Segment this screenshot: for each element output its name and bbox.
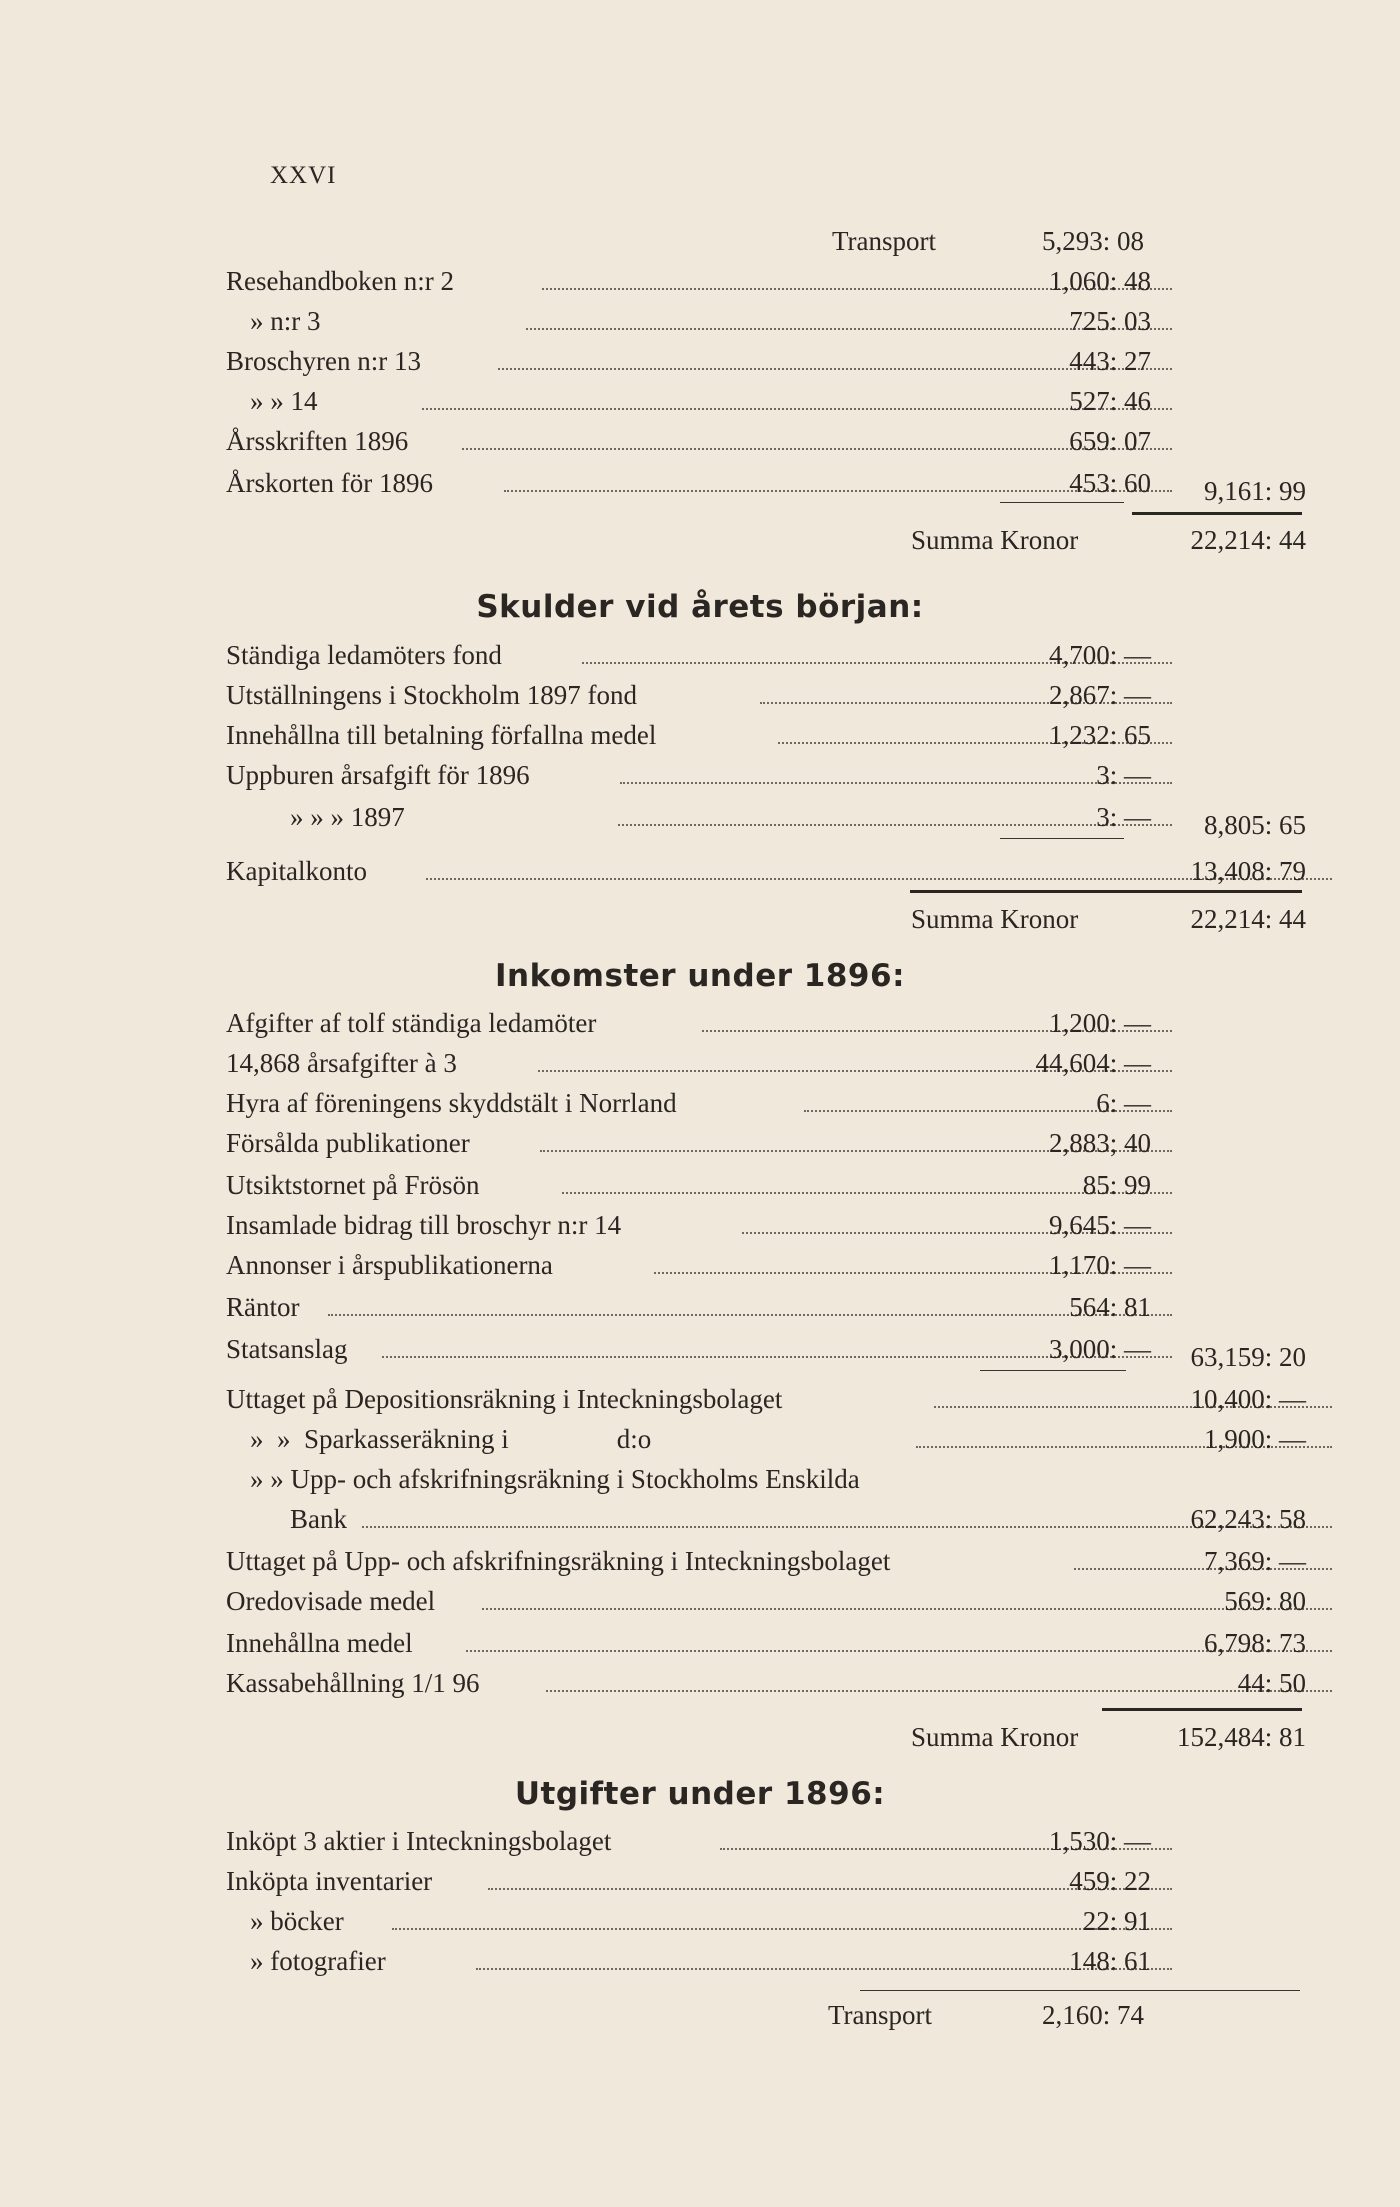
dot-leader xyxy=(392,1928,1172,1930)
ledger-row xyxy=(226,1628,1306,1668)
dot-leader xyxy=(466,1650,1332,1652)
row-label: Årsskriften 1896 xyxy=(226,426,409,456)
row-amount: 1,170: — xyxy=(1048,1250,1151,1280)
row-total: 152,484: 81 xyxy=(1176,1722,1306,1752)
ledger-row xyxy=(226,802,1306,842)
ledger-row xyxy=(226,346,1306,386)
row-amount: 6: — xyxy=(1096,1088,1151,1118)
ledger-row xyxy=(226,640,1306,680)
row-label: Oredovisade medel xyxy=(226,1586,436,1616)
row-label: Summa Kronor xyxy=(911,525,1079,555)
ledger-row xyxy=(226,1424,1306,1464)
ledger-row xyxy=(226,1946,1306,1986)
underline xyxy=(860,1990,1300,1991)
row-subtotal: 8,805: 65 xyxy=(1203,810,1306,840)
row-label: Transport xyxy=(832,226,937,256)
row-amount: 9,645: — xyxy=(1048,1210,1151,1240)
row-label: Summa Kronor xyxy=(911,904,1079,934)
row-label: » fotografier xyxy=(250,1946,386,1976)
ledger-row xyxy=(226,266,1306,306)
row-amount: 2,867: — xyxy=(1048,680,1151,710)
ledger-row-summa xyxy=(226,1722,1306,1762)
row-amount: 44,604: — xyxy=(1035,1048,1151,1078)
ledger-row xyxy=(226,1464,1306,1504)
row-amount: 725: 03 xyxy=(1069,306,1151,336)
row-amount: 85: 99 xyxy=(1082,1170,1151,1200)
row-label: » » 14 xyxy=(250,386,318,416)
row-amount: 1,200: — xyxy=(1048,1008,1151,1038)
ledger-row-summa xyxy=(226,904,1306,944)
row-label: Hyra af föreningens skyddstält i Norrland xyxy=(226,1088,677,1118)
row-total: 22,214: 44 xyxy=(1190,525,1306,555)
total-rule xyxy=(1132,512,1302,515)
ledger-row xyxy=(226,1008,1306,1048)
dot-leader xyxy=(328,1314,1172,1316)
row-label: Kapitalkonto xyxy=(226,856,367,886)
row-subtotal: 63,159: 20 xyxy=(1190,1342,1306,1372)
section-heading: Skulder vid årets början: xyxy=(476,589,924,625)
row-amount: 3: — xyxy=(1096,802,1151,832)
row-label: Transport xyxy=(828,2000,933,2030)
row-label: Innehållna till betalning förfallna medel xyxy=(226,720,657,750)
row-label: 14,868 årsafgifter à 3 xyxy=(226,1048,457,1078)
page-folio: XXVI xyxy=(270,162,337,189)
row-label: Årskorten för 1896 xyxy=(226,468,433,498)
row-label: Uppburen årsafgift för 1896 xyxy=(226,760,530,790)
underline xyxy=(1000,502,1124,503)
ledger-row xyxy=(226,1384,1306,1424)
ledger-row xyxy=(226,1334,1306,1374)
ledger-row xyxy=(226,1586,1306,1626)
row-amount: 1,232: 65 xyxy=(1048,720,1151,750)
row-label: Räntor xyxy=(226,1292,300,1322)
row-label: Statsanslag xyxy=(226,1334,348,1364)
row-label: » » » 1897 xyxy=(290,802,405,832)
row-label: Inköpt 3 aktier i Inteckningsbolaget xyxy=(226,1826,612,1856)
underline xyxy=(1000,838,1124,839)
row-amount: 569: 80 xyxy=(1224,1586,1306,1616)
ledger-row-summa xyxy=(226,525,1306,565)
row-amount: 10,400: — xyxy=(1190,1384,1306,1414)
row-amount: 1,900: — xyxy=(1203,1424,1306,1454)
row-amount: 22: 91 xyxy=(1082,1906,1151,1936)
ledger-row xyxy=(226,306,1306,346)
row-amount: 527: 46 xyxy=(1069,386,1151,416)
row-subtotal: 13,408: 79 xyxy=(1190,856,1306,886)
ledger-row-transport-bottom xyxy=(226,2000,1306,2040)
dot-leader xyxy=(422,408,1172,410)
total-rule xyxy=(910,890,1302,893)
ledger-row xyxy=(226,1088,1306,1128)
row-label: Annonser i årspublikationerna xyxy=(226,1250,553,1280)
dot-leader xyxy=(482,1608,1332,1610)
dot-leader xyxy=(462,448,1172,450)
row-subtotal: 9,161: 99 xyxy=(1203,476,1306,506)
row-label: Uttaget på Depositionsräkning i Inteckningsbolaget xyxy=(226,1384,783,1414)
row-label: » böcker xyxy=(250,1906,344,1936)
row-label: » n:r 3 xyxy=(250,306,321,336)
ledger-row xyxy=(226,386,1306,426)
row-label: Bank xyxy=(290,1504,347,1534)
ledger-row xyxy=(226,426,1306,466)
row-label: Summa Kronor xyxy=(911,1722,1079,1752)
section-heading: Inkomster under 1896: xyxy=(495,958,905,994)
dot-leader xyxy=(362,1526,1332,1528)
row-label: Broschyren n:r 13 xyxy=(226,346,421,376)
row-amount: 659: 07 xyxy=(1069,426,1151,456)
row-amount: 564: 81 xyxy=(1069,1292,1151,1322)
row-amount: 148: 61 xyxy=(1069,1946,1151,1976)
ledger-row xyxy=(226,1504,1306,1544)
row-label: Innehållna medel xyxy=(226,1628,413,1658)
ledger-row xyxy=(226,760,1306,800)
row-amount: 453: 60 xyxy=(1069,468,1151,498)
dot-leader xyxy=(562,1192,1172,1194)
ledger-row xyxy=(226,1826,1306,1866)
row-amount: 2,883; 40 xyxy=(1048,1128,1151,1158)
ledger-row xyxy=(226,1250,1306,1290)
row-label: Försålda publikationer xyxy=(226,1128,470,1158)
row-amount: 3: — xyxy=(1096,760,1151,790)
ledger-row xyxy=(226,468,1306,508)
ledger-row xyxy=(226,1668,1306,1708)
underline xyxy=(980,1370,1126,1371)
row-amount: 62,243: 58 xyxy=(1190,1504,1306,1534)
dot-leader xyxy=(618,824,1172,826)
row-label: Utställningens i Stockholm 1897 fond xyxy=(226,680,637,710)
row-amount: 2,160: 74 xyxy=(1041,2000,1144,2030)
dot-leader xyxy=(546,1690,1332,1692)
ledger-row-transport-top xyxy=(226,226,1306,266)
dot-leader xyxy=(620,782,1172,784)
ledger-row xyxy=(226,1128,1306,1168)
section-heading: Utgifter under 1896: xyxy=(514,1776,886,1812)
row-label: Utsiktstornet på Frösön xyxy=(226,1170,480,1200)
row-amount: 5,293: 08 xyxy=(1041,226,1144,256)
ledger-row xyxy=(226,1866,1306,1906)
row-amount: 443: 27 xyxy=(1069,346,1151,376)
row-amount: 1,530: — xyxy=(1048,1826,1151,1856)
row-amount: 6,798: 73 xyxy=(1203,1628,1306,1658)
ledger-row xyxy=(226,1906,1306,1946)
row-label: Afgifter af tolf ständiga ledamöter xyxy=(226,1008,597,1038)
row-label: Uttaget på Upp- och afskrifningsräkning i Inteckningsbolaget xyxy=(226,1546,891,1576)
row-label: Inköpta inventarier xyxy=(226,1866,433,1896)
row-amount: 7,369: — xyxy=(1203,1546,1306,1576)
row-label: Kassabehållning 1/1 96 xyxy=(226,1668,480,1698)
ledger-row xyxy=(226,1546,1306,1586)
ledger-row xyxy=(226,720,1306,760)
row-label: » » Upp- och afskrifningsräkning i Stockholms Enskilda xyxy=(250,1464,860,1494)
ledger-row xyxy=(226,1292,1306,1332)
ledger-row xyxy=(226,1048,1306,1088)
row-label: Insamlade bidrag till broschyr n:r 14 xyxy=(226,1210,622,1240)
row-total: 22,214: 44 xyxy=(1190,904,1306,934)
row-amount: 4,700: — xyxy=(1048,640,1151,670)
ledger-row xyxy=(226,1170,1306,1210)
total-rule xyxy=(1102,1708,1302,1711)
row-amount: 459: 22 xyxy=(1069,1866,1151,1896)
row-label: Ständiga ledamöters fond xyxy=(226,640,502,670)
row-label: » » Sparkasseräkning i d:o xyxy=(250,1424,652,1454)
dot-leader xyxy=(476,1968,1172,1970)
ledger-row xyxy=(226,1210,1306,1250)
row-amount: 44: 50 xyxy=(1237,1668,1306,1698)
row-amount: 3,000: — xyxy=(1048,1334,1151,1364)
ledger-row xyxy=(226,680,1306,720)
row-label: Resehandboken n:r 2 xyxy=(226,266,454,296)
row-amount: 1,060: 48 xyxy=(1048,266,1151,296)
